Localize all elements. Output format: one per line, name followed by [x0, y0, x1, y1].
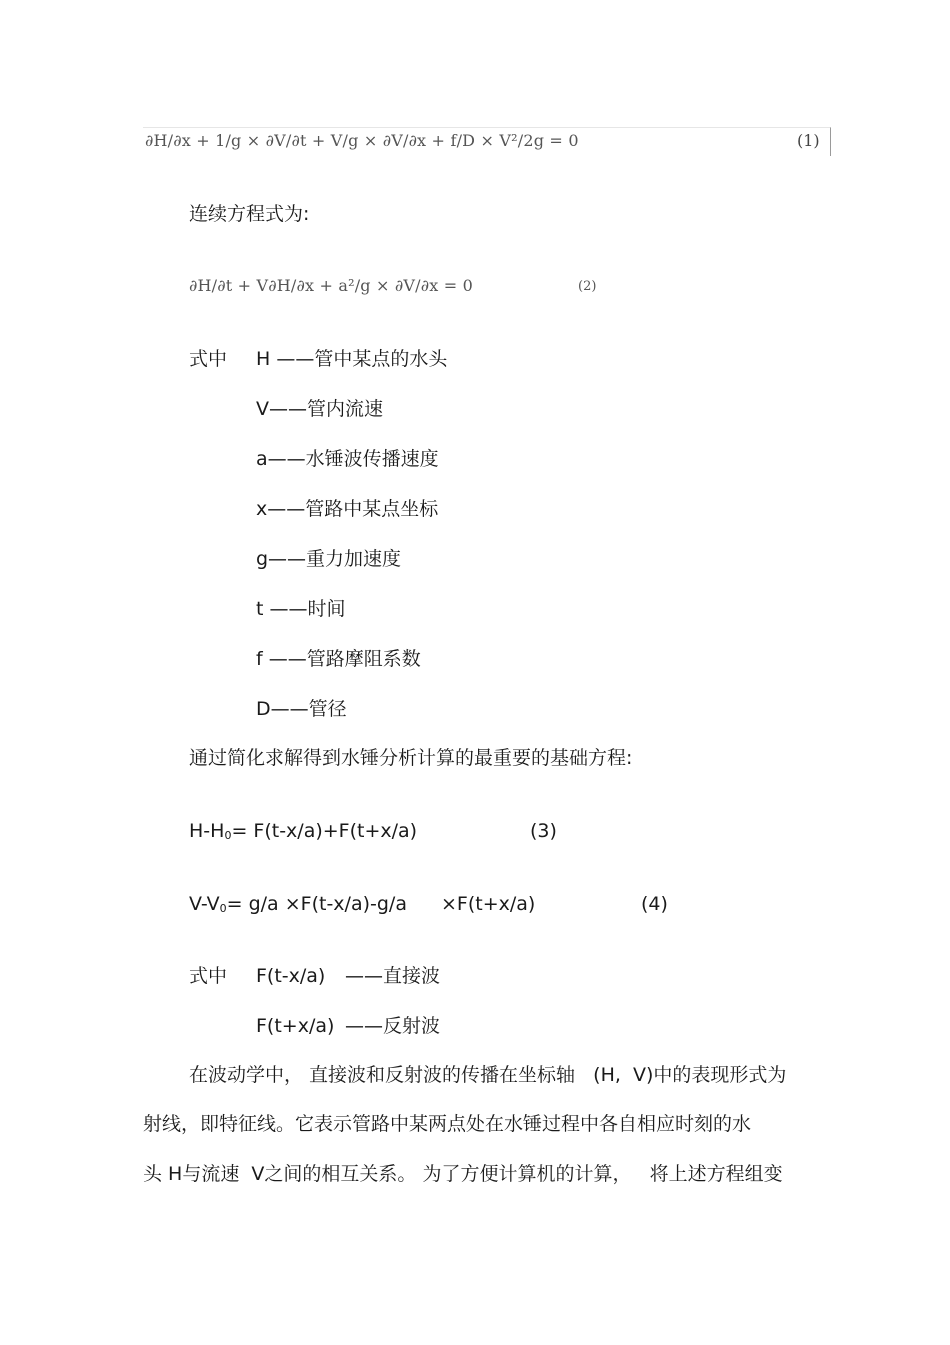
equation-4-lhs: V-V — [189, 893, 220, 915]
waves-prefix: 式中 — [189, 965, 228, 987]
equation-3-lhs: H-H — [189, 820, 225, 842]
paragraph-line-1: 在波动学中， 直接波和反射波的传播在坐标轴 (H, V)中的表现形式为 — [189, 1064, 787, 1086]
equation-1-number: (1) — [797, 131, 820, 150]
simplify-intro: 通过简化求解得到水锤分析计算的最重要的基础方程: — [189, 747, 633, 769]
equation-3 — [189, 819, 417, 848]
equation-4-subscript: 0 — [219, 902, 227, 915]
variable-f: f ——管路摩阻系数 — [256, 648, 421, 670]
wave-direct-term: F(t-x/a) — [256, 965, 326, 987]
variables-prefix: 式中 — [189, 348, 228, 370]
paragraph-line-3: 头 H与流速 V之间的相互关系。 为了方便计算机的计算， 将上述方程组变 — [143, 1163, 783, 1185]
equation-3-subscript: 0 — [224, 829, 232, 842]
variable-D: D——管径 — [256, 698, 347, 720]
variable-V: V——管内流速 — [256, 398, 383, 420]
wave-reflected-term: F(t+x/a) — [256, 1015, 335, 1037]
equation-2: ∂H/∂t + V∂H/∂x + a²/g × ∂V/∂x = 0 — [189, 276, 473, 295]
equation-1: ∂H/∂x + 1/g × ∂V/∂t + V/g × ∂V/∂x + f/D × V²/2g = 0 — [145, 131, 579, 150]
wave-direct-desc: ——直接波 — [345, 965, 441, 987]
equation-3-number: (3) — [530, 820, 557, 842]
paragraph-line-2: 射线，即特征线。它表示管路中某两点处在水锤过程中各自相应时刻的水 — [143, 1113, 752, 1135]
equation-4-number: (4) — [641, 893, 668, 915]
equation-4-rhs: = g/a ×F(t-x/a)-g/a — [226, 893, 407, 915]
equation-4-rhs-tail: ×F(t+x/a) — [441, 893, 536, 915]
variable-x: x——管路中某点坐标 — [256, 498, 439, 520]
variable-a: a——水锤波传播速度 — [256, 448, 439, 470]
equation-2-number: (2) — [578, 279, 597, 294]
continuity-intro: 连续方程式为: — [189, 203, 310, 225]
wave-reflected-desc: ——反射波 — [345, 1015, 441, 1037]
equation-4 — [189, 892, 407, 921]
variable-g: g——重力加速度 — [256, 548, 402, 570]
variable-t: t ——时间 — [256, 598, 346, 620]
variable-H: H ——管中某点的水头 — [256, 348, 448, 370]
equation-3-rhs: = F(t-x/a)+F(t+x/a) — [231, 820, 418, 842]
